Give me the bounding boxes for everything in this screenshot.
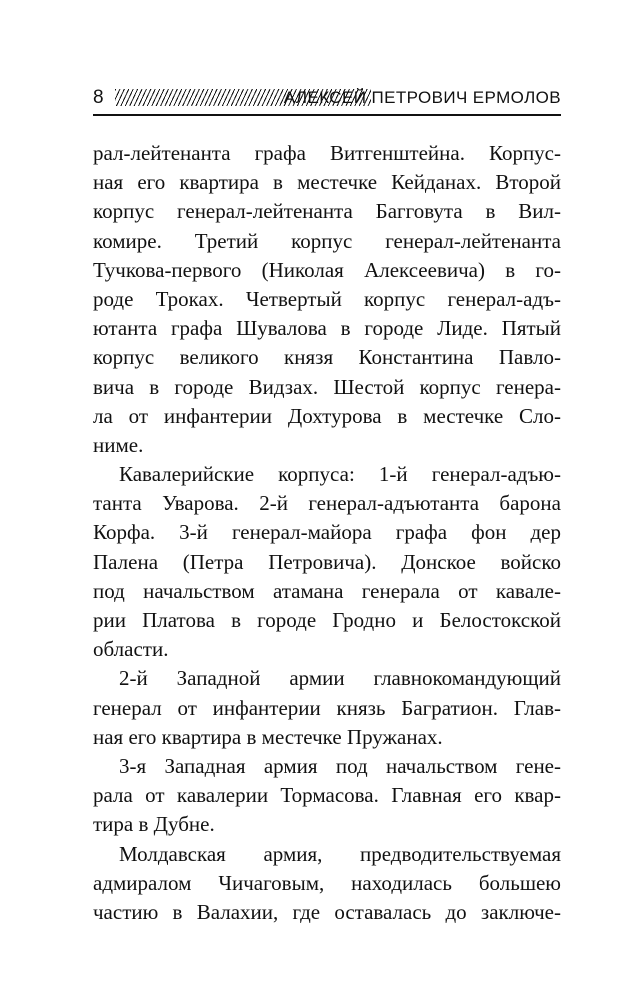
paragraph xyxy=(93,840,561,928)
text-line: области. xyxy=(93,637,169,662)
paragraph xyxy=(93,460,561,664)
text-line: танта Уварова. 2-й генерал-адъютанта барона xyxy=(93,491,561,516)
text-line: ла от инфантерии Дохтурова в местечке Сло- xyxy=(93,403,561,428)
text-line: адмиралом Чичаговым, находилась большею xyxy=(93,870,561,895)
text-line: рала от кавалерии Тормасова. Главная его квар- xyxy=(93,783,561,808)
text-line: вича в городе Видзах. Шестой корпус генера- xyxy=(93,374,561,399)
running-title: АЛЕКСЕЙ ПЕТРОВИЧ ЕРМОЛОВ xyxy=(283,88,561,107)
text-line: комире. Третий корпус генерал-лейтенанта xyxy=(93,228,561,253)
text-line: генерал от инфантерии князь Багратион. Глав- xyxy=(93,695,561,720)
body-text xyxy=(93,139,561,927)
text-line: ниме. xyxy=(93,432,144,457)
text-line: корпус великого князя Константина Павло- xyxy=(93,345,561,370)
text-line: ная его квартира в местечке Кейданах. Второй xyxy=(93,170,561,195)
text-line: корпус генерал-лейтенанта Багговута в Вил- xyxy=(93,199,561,224)
text-line: Корфа. 3-й генерал-майора графа фон дер xyxy=(93,520,561,545)
text-line: рал-лейтенанта графа Витгенштейна. Корпус- xyxy=(93,141,561,165)
text-line: частию в Валахии, где оставалась до заключе- xyxy=(93,899,561,924)
text-line: Молдавская армия, предводительствуемая xyxy=(119,841,561,866)
page-number: 8 xyxy=(93,87,104,108)
text-line: ютанта графа Шувалова в городе Лиде. Пятый xyxy=(93,316,561,341)
text-line: Тучкова-первого (Николая Алексеевича) в го- xyxy=(93,257,561,282)
running-header xyxy=(93,86,561,112)
text-line: 3-я Западная армия под начальством гене- xyxy=(119,753,561,778)
text-line: 2-й Западной армии главнокомандующий xyxy=(119,666,561,691)
text-line: ная его квартира в местечке Пружанах. xyxy=(93,724,443,749)
text-line: рии Платова в городе Гродно и Белостокской xyxy=(93,608,561,632)
paragraph xyxy=(93,752,561,840)
text-line: тира в Дубне. xyxy=(93,812,215,837)
paragraph xyxy=(93,664,561,752)
text-line: роде Троках. Четвертый корпус генерал-адъ- xyxy=(93,286,561,311)
paragraph xyxy=(93,139,561,460)
text-line: под начальством атамана генерала от кавале- xyxy=(93,578,561,603)
header-rule xyxy=(93,114,561,116)
text-line: Кавалерийские корпуса: 1-й генерал-адъю- xyxy=(119,462,561,487)
text-line: Палена (Петра Петровича). Донское войско xyxy=(93,549,561,574)
